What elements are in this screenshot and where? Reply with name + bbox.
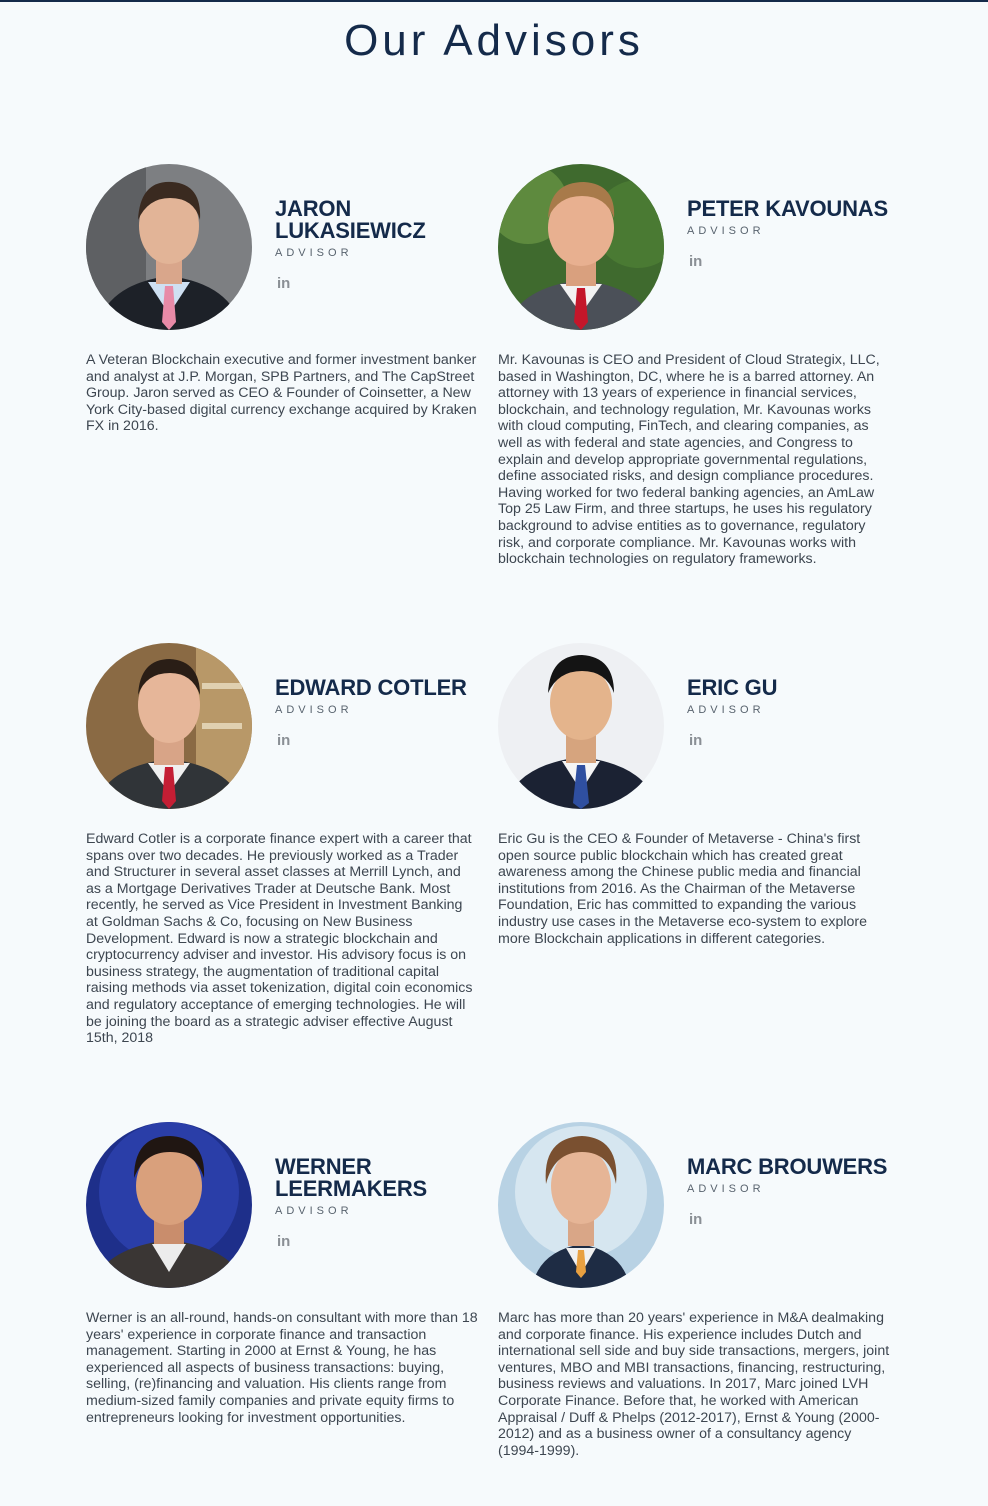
linkedin-icon[interactable]: in [689, 252, 703, 270]
advisor-name: JARON LUKASIEWICZ [275, 196, 426, 243]
advisor-photo [498, 164, 664, 330]
linkedin-icon[interactable]: in [689, 1210, 703, 1228]
advisor-info [275, 677, 485, 752]
advisor-info [687, 677, 897, 752]
advisor-role: ADVISOR [275, 247, 353, 259]
advisor-role: ADVISOR [275, 1205, 353, 1217]
advisor-card [498, 164, 898, 643]
advisor-bio: Eric Gu is the CEO & Founder of Metaverse - China's first open source public blockchain which has created great awareness among the Chinese public media and financial institutions from 2016. As the Chairman of the Metaverse Foundation, Eric has committed to expanding the various industry use cases in the Metaverse eco-system to explore more Blockchain applications in different categories. [498, 831, 868, 947]
advisor-bio: Marc has more than 20 years' experience in M&A dealmaking and corporate finance. His experience includes Dutch and international sell side and buy side transactions, mergers, joint ventures, MBO and MBI transactions, financing, restructuring, business reviews and valuations. In 2017, Marc joined LVH Corporate Finance. Before that, he worked with American Appraisal / Duff & Phelps (2012-2017), Ernst & Young (2000-2012) and as a business owner of a consultancy agency (1994-1999). [498, 1310, 890, 1459]
advisor-role: ADVISOR [275, 704, 353, 716]
advisors-grid [86, 164, 906, 1506]
advisor-card [86, 164, 498, 643]
page-title: Our Advisors [344, 16, 644, 65]
advisor-card [86, 1122, 498, 1506]
advisor-bio: Edward Cotler is a corporate finance expert with a career that spans over two decades. He previously worked as a Trader and Structurer in several asset classes at Merrill Lynch, and as a Mortgage Derivatives Trader at Deutsche Bank. Most recently, he served as Vice President in Investment Banking at Goldman Sachs & Co, focusing on New Business Development. Edward is now a strategic blockchain and cryptocurrency adviser and investor. His advisory focus is on business strategy, the augmentation of traditional capital raising methods via asset tokenization, digital coin economics and regulatory acceptance of emerging technologies. He will be joining the board as a strategic adviser effective August 15th, 2018 [86, 831, 473, 1047]
advisor-role: ADVISOR [687, 704, 765, 716]
advisor-info [275, 198, 485, 295]
advisor-card [498, 1122, 898, 1506]
advisor-photo [86, 1122, 252, 1288]
advisor-role: ADVISOR [687, 1183, 765, 1195]
advisor-bio: A Veteran Blockchain executive and former investment banker and analyst at J.P. Morgan, SPB Partners, and The CapStreet Group. Jaron served as CEO & Founder of Coinsetter, a New York City-based digital currency exchange acquired by Kraken FX in 2016. [86, 352, 477, 435]
advisor-photo [498, 1122, 664, 1288]
advisor-info [687, 198, 897, 273]
advisor-info [275, 1156, 485, 1253]
advisor-card [86, 643, 498, 1122]
linkedin-icon[interactable]: in [277, 1232, 291, 1250]
advisor-photo [498, 643, 664, 809]
advisor-card [498, 643, 898, 1122]
advisor-bio: Mr. Kavounas is CEO and President of Cloud Strategix, LLC, based in Washington, DC, where he is a barred attorney. An attorney with 13 years of experience in financial services, blockchain, and technology regulation, Mr. Kavounas works with cloud computing, FinTech, and clearing companies, as well as with federal and state agencies, and Congress to explain and develop appropriate governmental regulations, define associated risks, and design compliance procedures. Having worked for two federal banking agencies, an AmLaw Top 25 Law Firm, and three startups, he uses his regulatory background to advise entities as to governance, regulatory risk, and corporate compliance. Mr. Kavounas works with blockchain technologies on regulatory frameworks. [498, 352, 880, 568]
linkedin-icon[interactable]: in [277, 731, 291, 749]
advisor-info [687, 1156, 897, 1231]
advisor-photo [86, 643, 252, 809]
advisor-name: ERIC GU [687, 675, 778, 700]
linkedin-icon[interactable]: in [689, 731, 703, 749]
advisor-name: EDWARD COTLER [275, 675, 467, 700]
advisor-role: ADVISOR [687, 225, 765, 237]
advisor-name: WERNER LEERMAKERS [275, 1154, 428, 1201]
advisor-name: PETER KAVOUNAS [687, 196, 888, 221]
advisor-name: MARC BROUWERS [687, 1154, 888, 1179]
advisor-bio: Werner is an all-round, hands-on consultant with more than 18 years' experience in corporate finance and transaction management. Starting in 2000 at Ernst & Young, he has experienced all aspects of business transactions: buying, selling, (re)financing and valuation. His clients range from medium-sized family companies and private equity firms to entrepreneurs looking for investment opportunities. [86, 1310, 478, 1426]
linkedin-icon[interactable]: in [277, 274, 291, 292]
advisor-photo [86, 164, 252, 330]
